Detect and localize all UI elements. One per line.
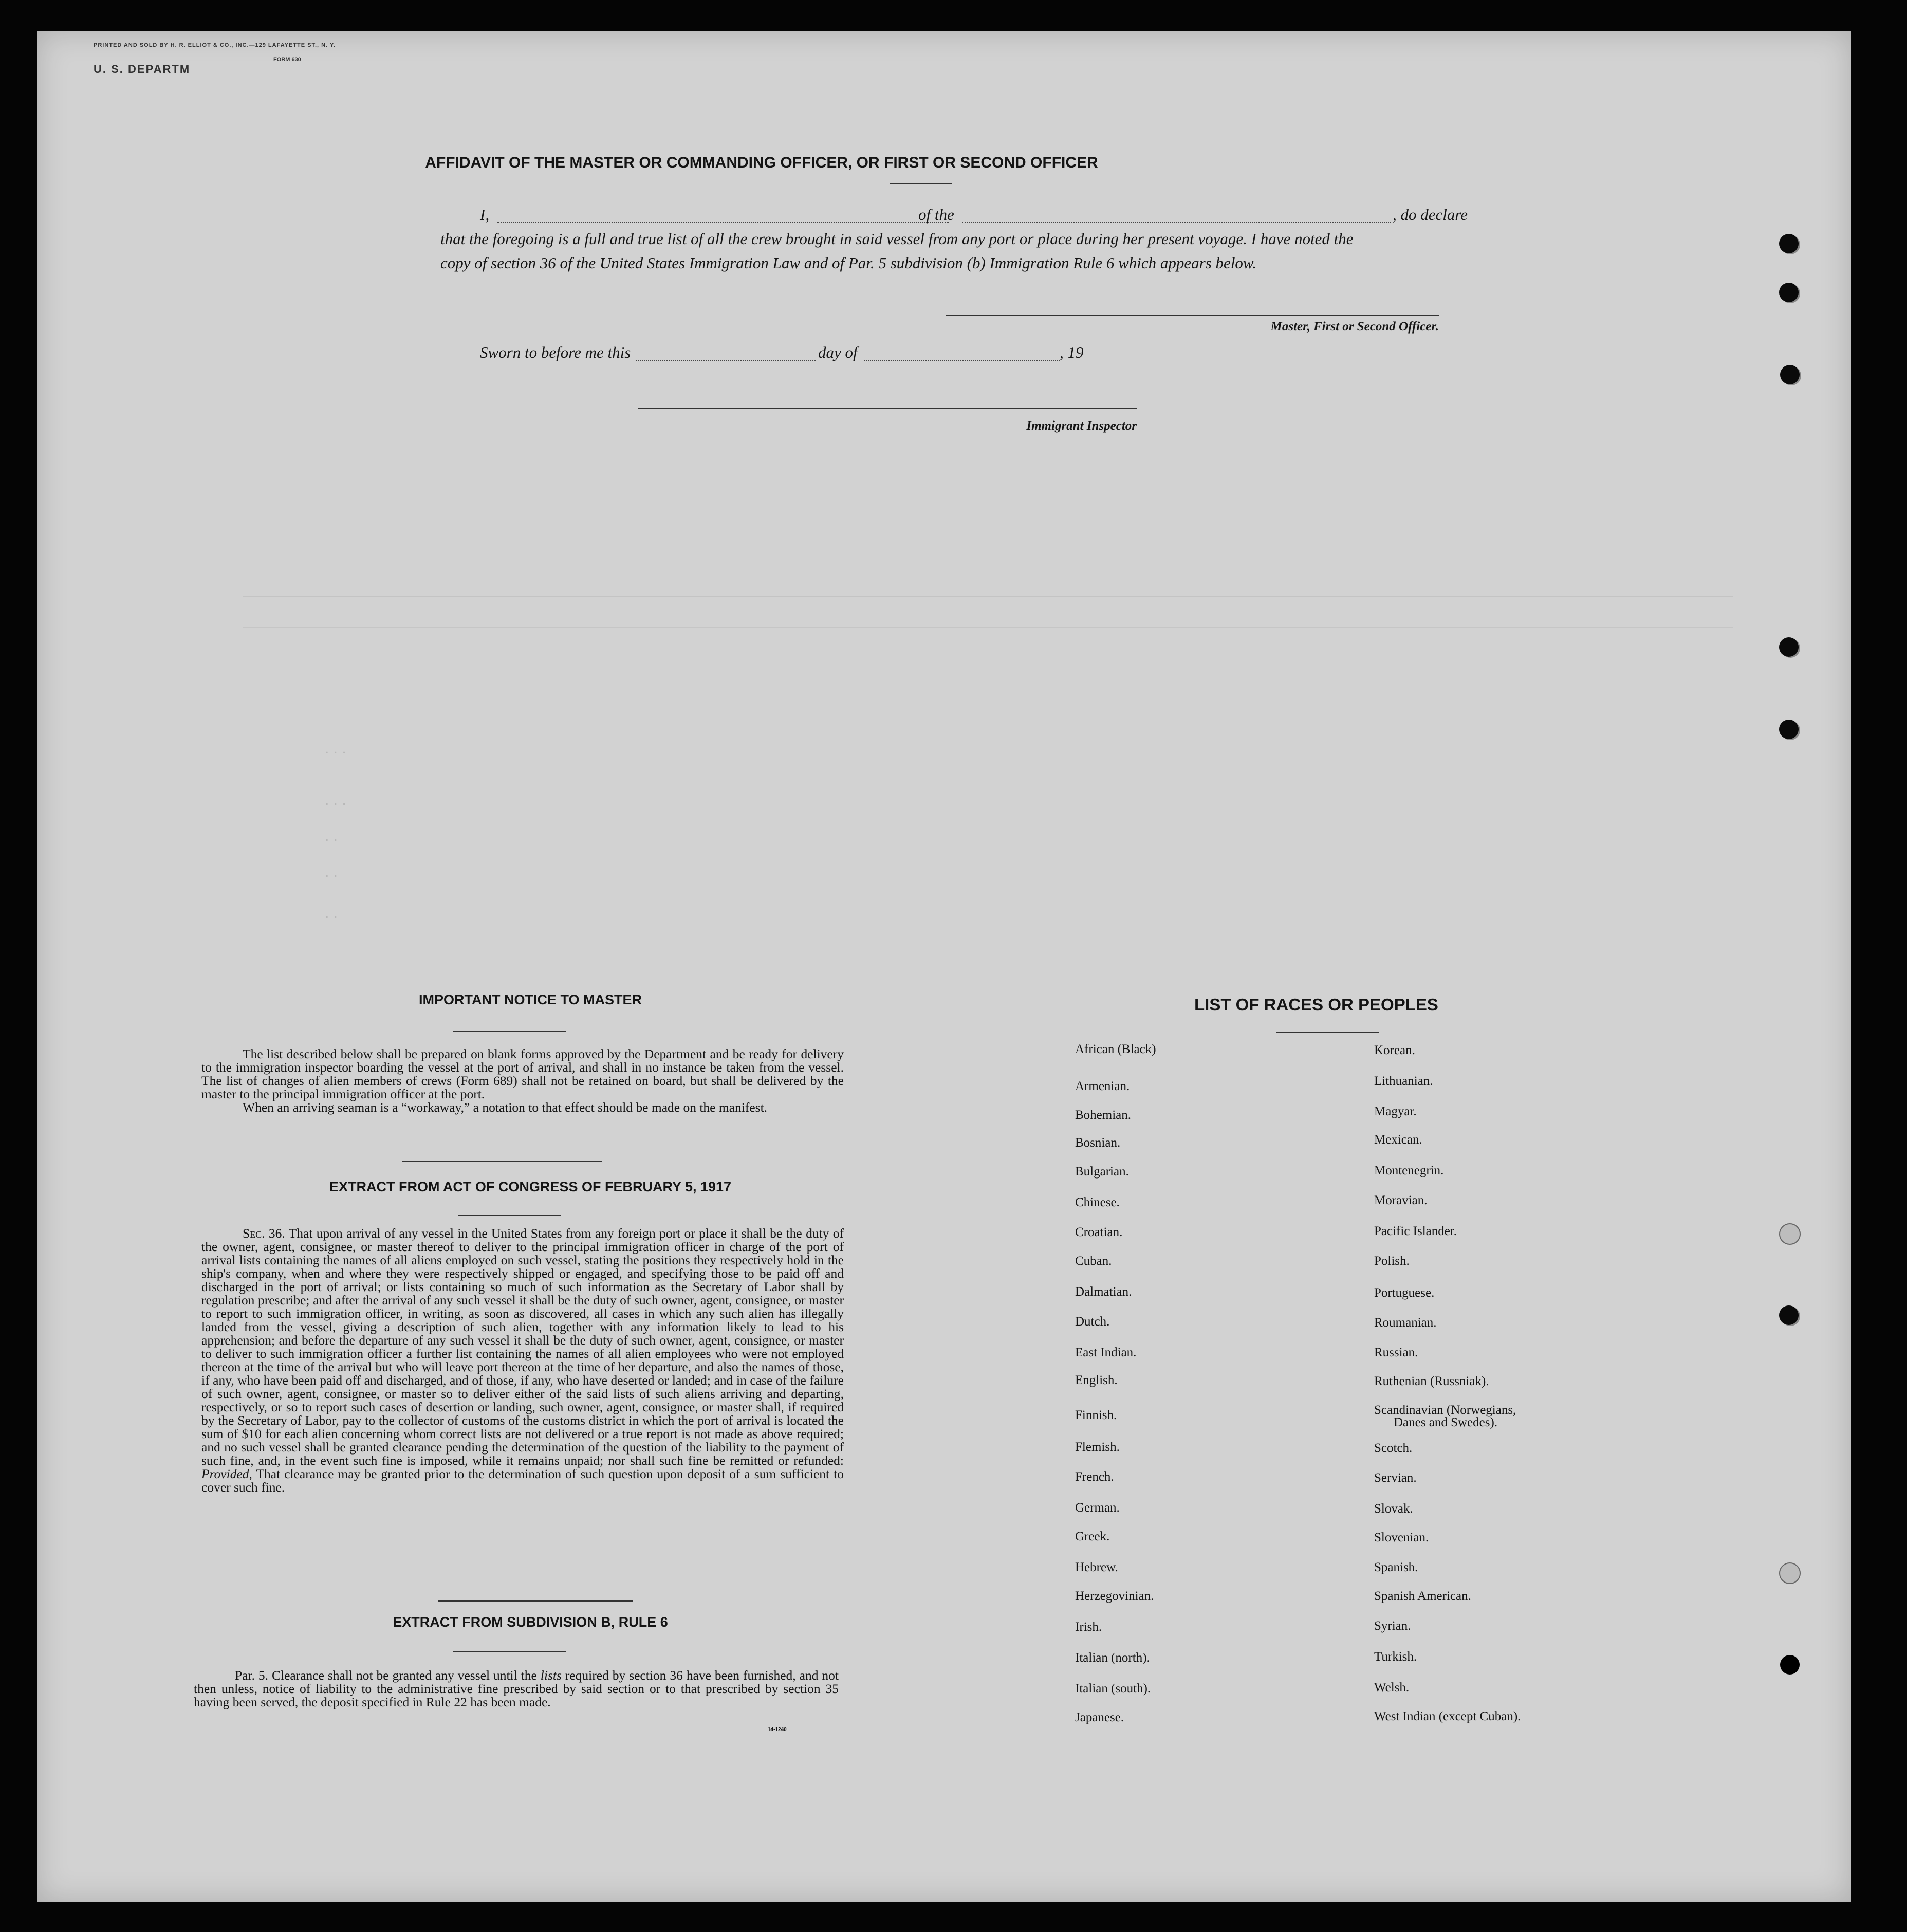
rule-title: EXTRACT FROM SUBDIVISION B, RULE 6 bbox=[393, 1614, 668, 1630]
race-item: Italian (south). bbox=[1075, 1682, 1151, 1696]
year-label: , 19 bbox=[1060, 343, 1084, 361]
race-item: Magyar. bbox=[1374, 1105, 1417, 1118]
form-label: FORM 630 bbox=[273, 57, 301, 63]
race-item: Italian (north). bbox=[1075, 1651, 1150, 1665]
race-item: Scotch. bbox=[1374, 1441, 1413, 1455]
of-the-label: of the bbox=[918, 206, 954, 224]
document-sheet: PRINTED AND SOLD BY H. R. ELLIOT & CO., INC.—129 LAFAYETTE ST., N. Y. FORM 630 U. S. DEPARTM . . . . . . . . . . . . AFFIDAVIT OF THE MASTER OR COMMANDING OFFICER, OR FIRST OR SECOND OFFICER I, of the , do declare that the foregoing is a full and true list of all the crew brought in said vessel from any port or place during her present voyage. I have noted the copy of section 36 of the United States Immigration Law and of Par. 5 subdivision (b) Immigration Rule 6 which appears below. Master, First or Second Officer. Sworn to before me this day of , 19 Immigrant Inspector IMPORTANT NOTICE TO MASTER The list described below shall be prepared on blank forms approved by the Department and be ready for delivery to the immigration inspector boarding the vessel at the port of arrival, and shall in no instance be taken from the vessel. The list of changes of alien members of crews (Form 689) shall not be retained on board, but shall be delivered by the master to the principal immigration officer at the port. When an arriving seaman is a “workaway,” a notation to that effect should be made on the manifest. EXTRACT FROM ACT OF CONGRESS OF FEBRUARY 5, 1917 Sec. 36. That upon arrival of any vessel in the United States from any foreign port or place it shall be the duty of the owner, agent, consignee, or master thereof to deliver to the principal immigration officer in charge of the port of arrival lists containing the names of all aliens employed on such vessel, stating the positions they respectively hold in the ship's company, when and where they were respectively shipped or engaged, and specifying those to be paid off and discharged in the port of arrival; or lists containing so much of such information as the Secretary of Labor shall by regulation prescribe; and after the arrival of any such vessel it shall be the duty of such owner, agent, consignee, or master to report to such immigration officer, in writing, as soon as discovered, all cases in which any such alien has illegally landed from the vessel, giving a description of such alien, together with any information likely to lead to his apprehension; and before the departure of any such vessel it shall be the duty of such owner, agent, consignee, or master to deliver to such immigration officer a further list containing the names of all alien employees who were not employed thereon at the time of the arrival but who will leave port thereon at the time of her departure, and also the names of those, if any, who have been paid off and discharged, and of those, if any, who have deserted or landed; and in case of the failure of such owner, agent, consignee, or master so to deliver either of the said lists of such aliens arriving and departing, respectively, or so to report such cases of desertion or landing, such owner, agent, consignee, or master shall, if required by the Secretary of Labor, pay to the collector of customs of the customs district in which the port of arrival is located the sum of $10 for each alien concerning whom correct lists are not delivered or a true report is not made as above required; and no such vessel shall be granted clearance pending the determination of the question of the liability to the payment of such fine, and, in the event such fine is imposed, while it remains unpaid; nor shall such fine be remitted or refunded: Provided, That clearance may be granted prior to the determination of such question upon deposit of a sum sufficient to cover such fine. EXTRACT FROM SUBDIVISION B, RULE 6 Par. 5. Clearance shall not be granted any vessel until the lists required by section 36 have been furnished, and not then unless, notice of liability to the administrative fine prescribed by said section or to that prescribed by section 35 having been served, the deposit specified in Rule 22 has been made. 14-1240 LIST OF RACES OR PEOPLES African (Black) Armenian. Bohemian. Bosnian. Bulgarian. Chinese. Croatian. Cuban. Dalmatian. Dutch. East Indian. English. Finnish. Flemish. French. German. Greek. Hebrew. Herzegovinian. Irish. Italian (north). Italian (south). Japanese. Korean. Lithuanian. Magyar. Mexican. Montenegrin. Moravian. Pacific Islander. Polish. Portuguese. Roumanian. Russian. Ruthenian (Russniak). Scandinavian (Norwegians, Scotch. Servian. Slovak. Slovenian. Spanish. Spanish American. Syrian. Turkish. Welsh. West Indian (except Cuban). Danes and Swedes). bbox=[37, 31, 1851, 1902]
race-item: Chinese. bbox=[1075, 1195, 1120, 1209]
race-item: Spanish. bbox=[1374, 1560, 1418, 1574]
race-item: Mexican. bbox=[1374, 1133, 1422, 1147]
race-item: Slovenian. bbox=[1374, 1531, 1429, 1544]
races-title: LIST OF RACES OR PEOPLES bbox=[1194, 995, 1438, 1014]
master-signature-line[interactable] bbox=[946, 315, 1439, 316]
punch-hole bbox=[1779, 1305, 1799, 1325]
punch-hole bbox=[1779, 720, 1799, 739]
race-item: East Indian. bbox=[1075, 1346, 1137, 1359]
race-item: Spanish American. bbox=[1374, 1589, 1471, 1603]
act-title: EXTRACT FROM ACT OF CONGRESS OF FEBRUARY 5, 1917 bbox=[329, 1179, 732, 1194]
race-item: African (Black) bbox=[1075, 1042, 1156, 1056]
department-header: U. S. DEPARTM bbox=[94, 63, 191, 76]
race-item: Russian. bbox=[1374, 1346, 1418, 1359]
race-item: Flemish. bbox=[1075, 1440, 1120, 1454]
sworn-day-field[interactable] bbox=[636, 360, 816, 361]
inspector-signature-caption: Immigrant Inspector bbox=[1026, 419, 1137, 433]
race-item: German. bbox=[1075, 1501, 1120, 1515]
rule-text-1: Par. 5. Clearance shall not be granted any vessel until the bbox=[235, 1668, 541, 1683]
punch-hole bbox=[1780, 365, 1800, 384]
race-item: Scandinavian (Norwegians, bbox=[1374, 1403, 1516, 1417]
section-36-tail: That clearance may be granted prior to the determination of such question upon deposit of a sum sufficient to cover such fine. bbox=[201, 1466, 844, 1495]
affidavit-title: AFFIDAVIT OF THE MASTER OR COMMANDING OFFICER, OR FIRST OR SECOND OFFICER bbox=[425, 154, 1098, 171]
inspector-signature-line[interactable] bbox=[638, 408, 1137, 409]
race-item: Bohemian. bbox=[1075, 1108, 1132, 1122]
race-item: Welsh. bbox=[1374, 1681, 1410, 1695]
act-body bbox=[201, 1227, 844, 1494]
race-item: Herzegovinian. bbox=[1075, 1589, 1154, 1603]
punch-hole bbox=[1779, 1562, 1801, 1584]
race-item: Dalmatian. bbox=[1075, 1285, 1132, 1299]
punch-hole bbox=[1780, 1655, 1800, 1675]
name-field[interactable] bbox=[497, 222, 949, 223]
race-item: Korean. bbox=[1374, 1043, 1415, 1057]
form-code: 14-1240 bbox=[768, 1727, 787, 1733]
notice-paragraph-1: The list described below shall be prepared on blank forms approved by the Department and be ready for delivery to the immigration inspector boarding the vessel at the port of arrival, and shall in no instance be taken from the vessel. The list of changes of alien members of crews (Form 689) shall not be retained on board, but shall be delivered by the master to the principal immigration officer at the port. bbox=[201, 1046, 844, 1101]
race-item: Dutch. bbox=[1075, 1315, 1110, 1329]
affidavit-i-label: I, bbox=[480, 206, 490, 224]
race-item: Lithuanian. bbox=[1374, 1074, 1433, 1088]
race-item: Croatian. bbox=[1075, 1225, 1123, 1239]
vessel-field[interactable] bbox=[962, 222, 1391, 223]
printer-credit: PRINTED AND SOLD BY H. R. ELLIOT & CO., INC.—129 LAFAYETTE ST., N. Y. bbox=[94, 42, 336, 48]
rule-text-2: required by section 36 have been furnished, and not then unless, notice of liability to the administrative fine prescribed by said section or to that prescribed by section 35 having been served, the deposit specified in Rule 22 has been made. bbox=[194, 1668, 839, 1709]
race-item: French. bbox=[1075, 1470, 1114, 1484]
punch-hole bbox=[1779, 283, 1799, 302]
race-item: West Indian (except Cuban). bbox=[1374, 1709, 1521, 1723]
sworn-month-field[interactable] bbox=[864, 360, 1060, 361]
race-item: Portuguese. bbox=[1374, 1286, 1435, 1300]
race-item: Polish. bbox=[1374, 1254, 1410, 1268]
race-item: Cuban. bbox=[1075, 1254, 1112, 1268]
race-item: Turkish. bbox=[1374, 1650, 1417, 1664]
punch-hole bbox=[1779, 637, 1799, 657]
section-36-text: 36. That upon arrival of any vessel in the United States from any foreign port or place it shall be the duty of the owner, agent, consignee, or master thereof to deliver to the principal immigration officer in charge of the port of arrival lists containing the names of all aliens employed on such vessel, stating the positions they respectively hold in the ship's company, when and where they were respectively shipped or engaged, and specifying those to be paid off and discharged in the port of arrival; or lists containing so much of such information as the Secretary of Labor shall by regulation prescribe; and after the arrival of any such vessel it shall be the duty of such owner, agent, consignee, or master to report to such immigration officer, in writing, as soon as discovered, all cases in which any such alien has illegally landed from the vessel, giving a description of such alien, together with any information likely to lead to his apprehension; and before the departure of any such vessel it shall be the duty of such owner, agent, consignee, or master to deliver to such immigration officer a further list containing the names of all alien employees who were not employed thereon at the time of the arrival but who will leave port thereon at the time of her departure, and also the names of those, if any, who have been paid off and discharged, and of those, if any, who have deserted or landed; and in case of the failure of such owner, agent, consignee, or master so to deliver either of the said lists of such aliens arriving and departing, respectively, or so to report such cases of desertion or landing, such owner, agent, consignee, or master shall, if required by the Secretary of Labor, pay to the collector of customs of the customs district in which the port of arrival is located the sum of $10 for each alien concerning whom correct lists are not delivered or a true report is not made as above required; and no such vessel shall be granted clearance pending the determination of the question of the liability to the payment of such fine, and, in the event such fine is imposed, while it remains unpaid; nor shall such fine be remitted or refunded: bbox=[201, 1226, 844, 1468]
do-declare-label: , do declare bbox=[1393, 206, 1468, 224]
affidavit-line-2: that the foregoing is a full and true list of all the crew brought in said vessel from any port or place during her present voyage. I have noted the bbox=[440, 230, 1354, 248]
notice-title: IMPORTANT NOTICE TO MASTER bbox=[419, 992, 642, 1007]
punch-hole bbox=[1779, 1223, 1801, 1245]
affidavit-line-3: copy of section 36 of the United States Immigration Law and of Par. 5 subdivision (b) Immigration Rule 6 which appears below. bbox=[440, 254, 1257, 272]
race-item: Greek. bbox=[1075, 1530, 1110, 1543]
master-signature-caption: Master, First or Second Officer. bbox=[1270, 320, 1439, 334]
race-item: Bulgarian. bbox=[1075, 1165, 1129, 1179]
provided-word: Provided, bbox=[201, 1466, 252, 1481]
sworn-label: Sworn to before me this bbox=[480, 343, 631, 361]
rule-body bbox=[194, 1669, 839, 1709]
race-item: Finnish. bbox=[1075, 1408, 1117, 1422]
notice-body bbox=[201, 1047, 844, 1114]
race-item-continuation: Danes and Swedes). bbox=[1394, 1415, 1498, 1429]
race-item: Montenegrin. bbox=[1374, 1164, 1444, 1177]
race-item: Armenian. bbox=[1075, 1079, 1130, 1093]
race-item: Irish. bbox=[1075, 1620, 1102, 1634]
race-item: Japanese. bbox=[1075, 1710, 1124, 1724]
race-item: Ruthenian (Russniak). bbox=[1374, 1374, 1489, 1388]
race-item: Servian. bbox=[1374, 1471, 1417, 1485]
punch-hole bbox=[1779, 234, 1799, 253]
race-item: Moravian. bbox=[1374, 1193, 1428, 1207]
section-label: Sec. bbox=[243, 1226, 265, 1241]
notice-paragraph-2: When an arriving seaman is a “workaway,” a notation to that effect should be made on the manifest. bbox=[243, 1100, 768, 1115]
race-item: English. bbox=[1075, 1373, 1118, 1387]
race-item: Syrian. bbox=[1374, 1619, 1411, 1633]
race-item: Bosnian. bbox=[1075, 1136, 1121, 1150]
race-item: Roumanian. bbox=[1374, 1316, 1437, 1330]
race-item: Slovak. bbox=[1374, 1502, 1413, 1516]
lists-word: lists bbox=[540, 1668, 562, 1683]
race-item: Pacific Islander. bbox=[1374, 1224, 1457, 1238]
day-of-label: day of bbox=[818, 343, 858, 361]
race-item: Hebrew. bbox=[1075, 1560, 1118, 1574]
